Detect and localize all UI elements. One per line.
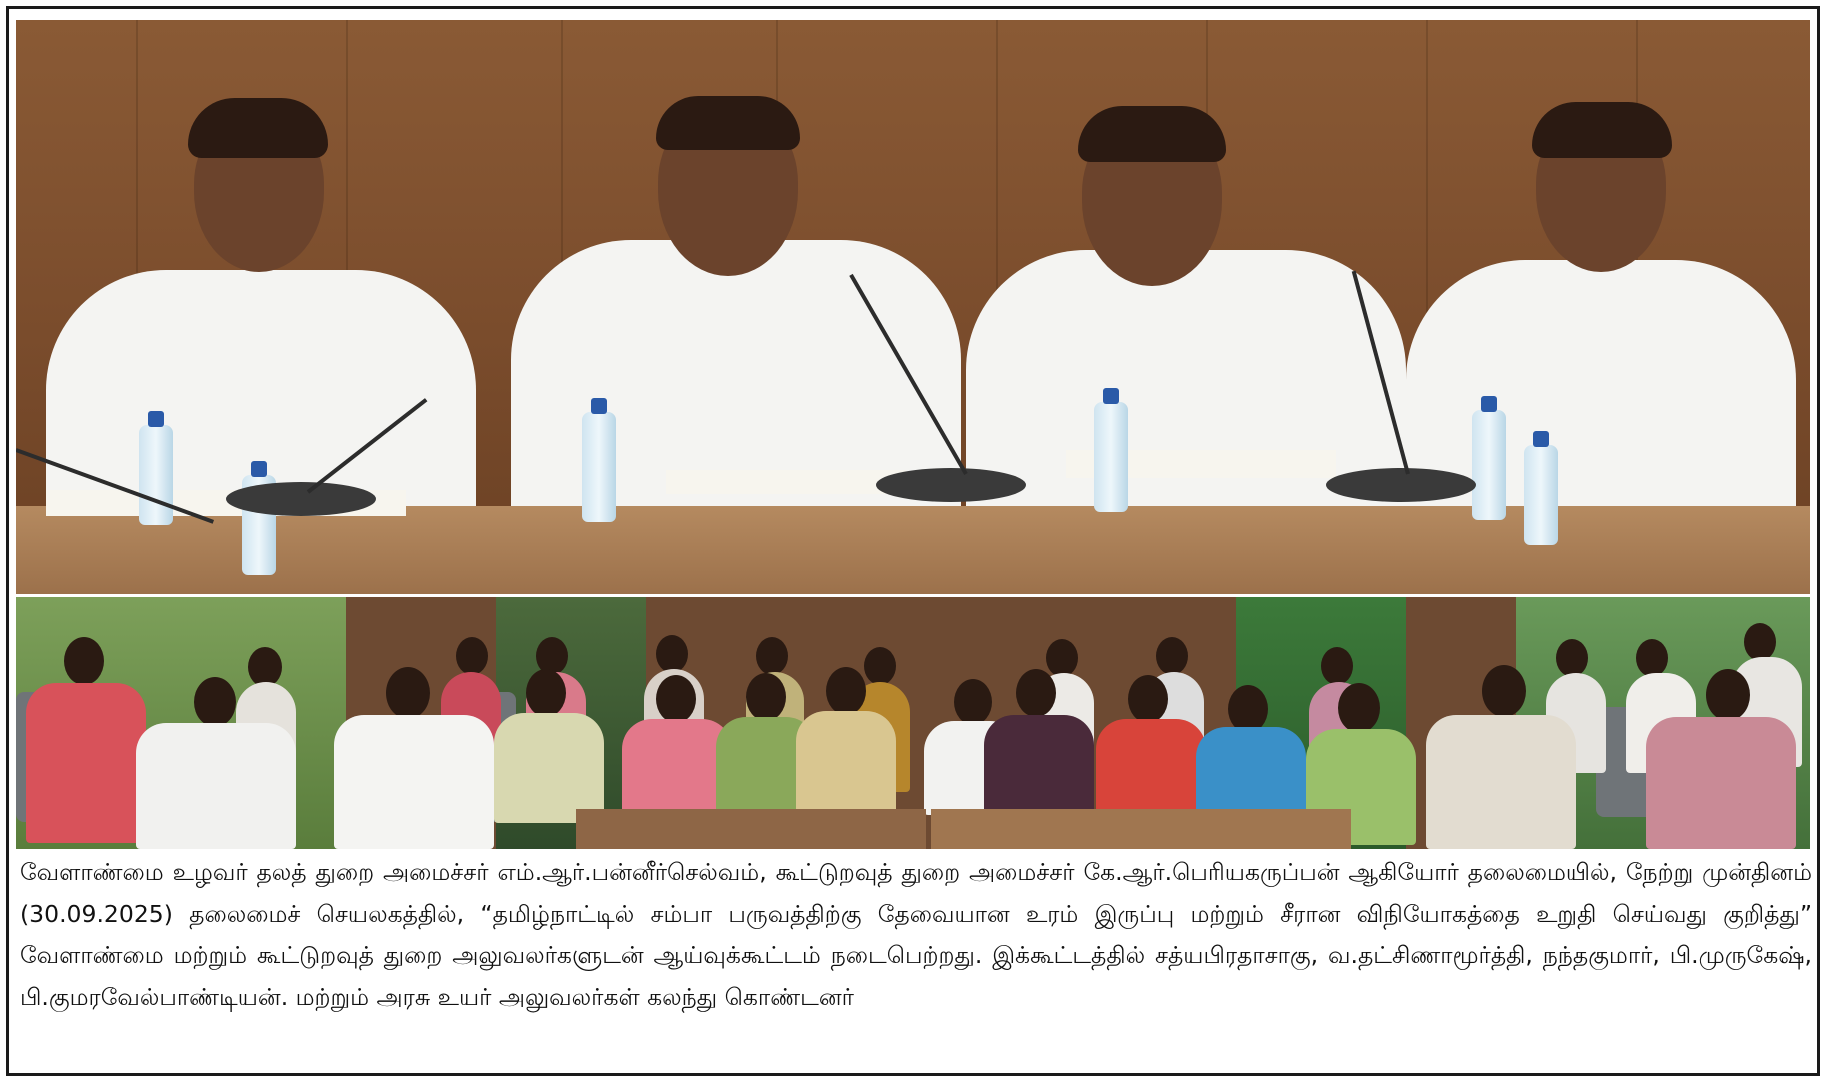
attendee: [494, 713, 604, 823]
attendee: [796, 711, 896, 815]
photo-caption: வேளாண்மை உழவர் தலத் துறை அமைச்சர் எம்.ஆர்.பன்னீர்செல்வம், கூட்டுறவுத் துறை அமைச்சர் கே.ஆர்.பெரியகருப்பன் ஆகியோர் தலைமையில், நேற்று முன்தினம் (30.09.2025) தலைமைச் செயலகத்தில், “தமிழ்நாட்டில் சம்பா பருவத்திற்கு தேவையான உரம் இருப்பு மற்றும் சீரான விநியோகத்தை உறுதி செய்வது குறித்து” வேளாண்மை மற்றும் கூட்டுறவுத் துறை அலுவலர்களுடன் ஆய்வுக்கூட்டம் நடைபெற்றது. இக்கூட்டத்தில் சத்யபிரதாசாகு, வ.தட்சிணாமூர்த்தி, நந்தகுமார், பி.முருகேஷ், பி.குமரவேல்பாண்டியன். மற்றும் அரசு உயர் அலுவலர்கள் கலந்து கொண்டனர்: [20, 858, 1812, 1011]
meeting-desk: [576, 809, 926, 849]
attendee: [984, 715, 1094, 819]
water-bottle: [139, 425, 173, 525]
microphone: [876, 468, 1026, 502]
attendee: [1646, 717, 1796, 849]
water-bottle: [1524, 445, 1558, 545]
water-bottle: [582, 412, 616, 522]
top-photo-officials: [16, 20, 1810, 594]
attendee: [1426, 715, 1576, 849]
microphone: [1326, 468, 1476, 502]
attendee: [26, 683, 146, 843]
attendee: [136, 723, 296, 849]
attendee: [334, 715, 494, 849]
meeting-desk: [931, 809, 1351, 849]
bottom-photo-attendees: [16, 597, 1810, 849]
water-bottle: [1472, 410, 1506, 520]
water-bottle: [1094, 402, 1128, 512]
microphone: [226, 482, 376, 516]
documents: [666, 470, 906, 494]
